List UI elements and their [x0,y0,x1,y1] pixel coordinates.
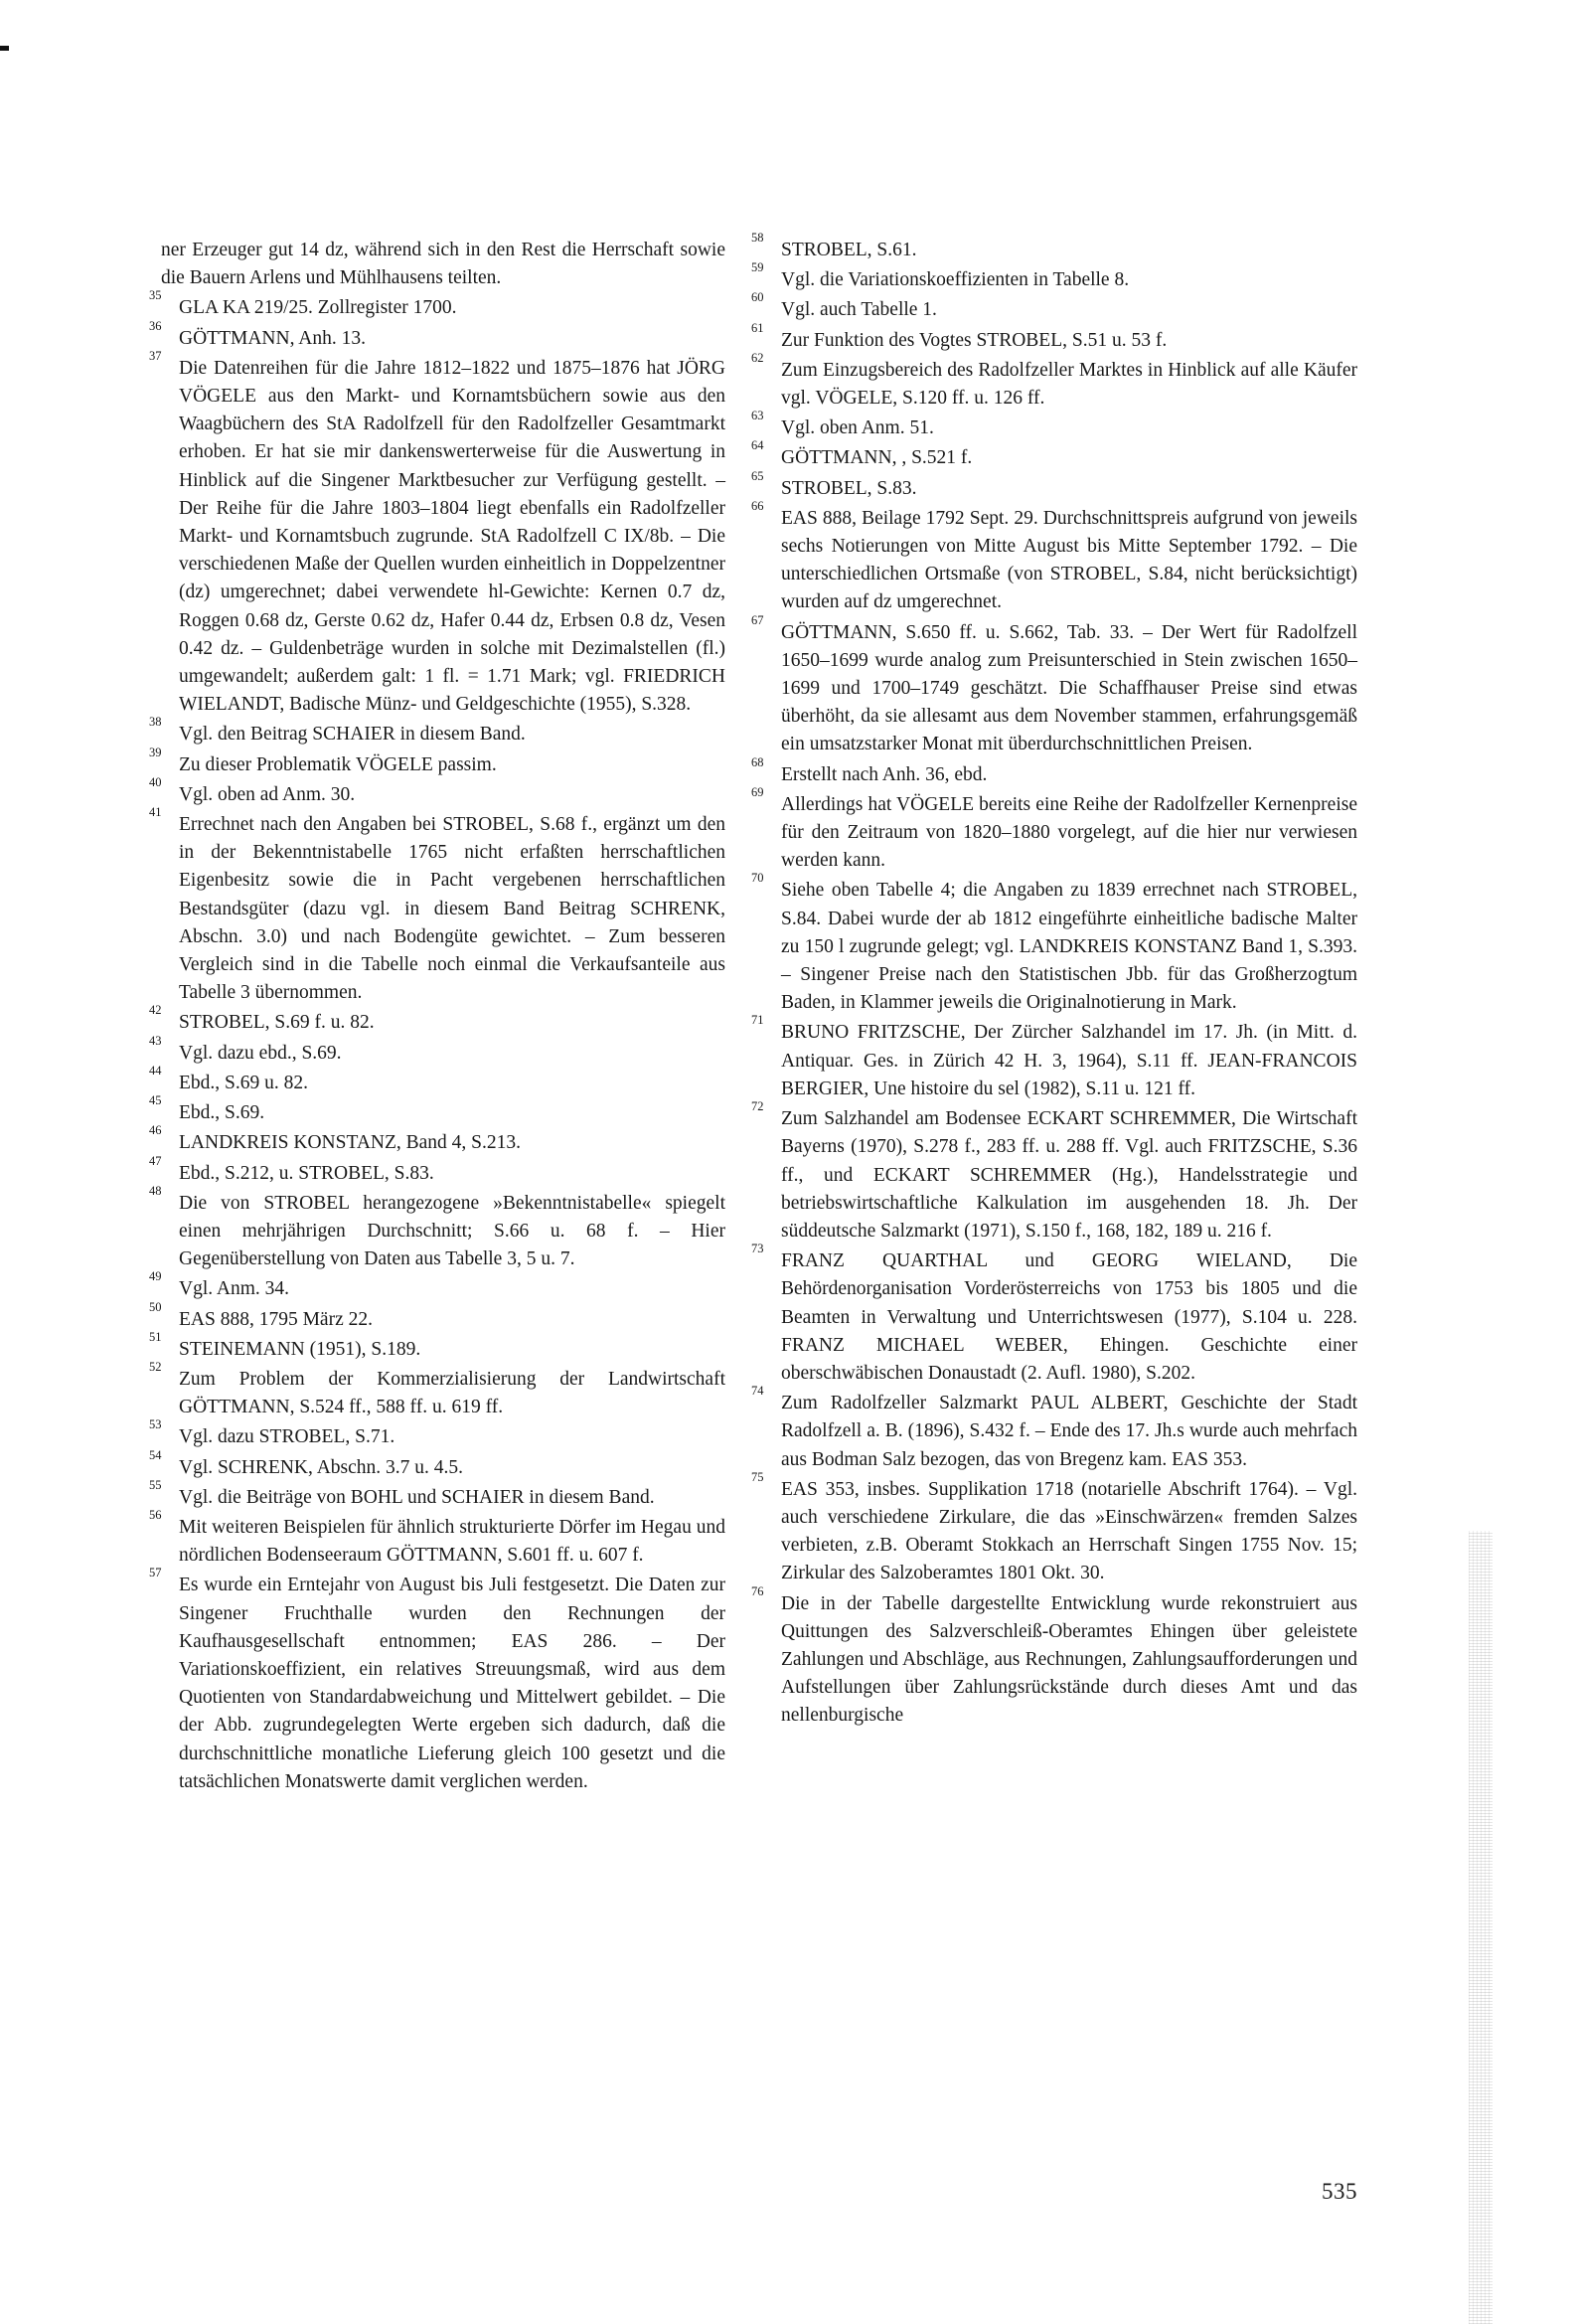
footnote-text: Vgl. SCHRENK, Abschn. 3.7 u. 4.5. [179,1456,464,1478]
footnote [751,260,1357,294]
footnote [149,1329,725,1364]
footnote [161,237,725,292]
footnote-number: 61 [751,320,764,335]
footnote-text: Die in der Tabelle dargestellte Entwicklung wurde rekonstruiert aus Quittungen des Salzverschleiß-Oberamtes Ehingen über geleistete Zahlungen und Abschläge, aus Rechnungen, Zahlungsaufforderungen und Aufstellungen über Zahlungsrückstände durch dieses Amt und das nellenburgische [781,1592,1357,1727]
footnote-number: 37 [149,348,162,363]
footnote [751,1469,1357,1588]
footnote-text: ner Erzeuger gut 14 dz, während sich in den Rest die Herrschaft sowie die Bauern Arlens und Mühlhausens teilten. [161,240,725,289]
footnote-number: 60 [751,290,764,305]
footnote-number: 48 [149,1183,162,1198]
footnote [149,1507,725,1570]
footnote-text: Vgl. oben ad Anm. 30. [179,783,356,805]
footnote-number: 65 [751,468,764,483]
footnote [751,468,1357,503]
footnote-number: 76 [751,1583,764,1598]
footnote-number: 75 [751,1469,764,1484]
footnote-text: EAS 888, Beilage 1792 Sept. 29. Durchschnittspreis aufgrund von jeweils sechs Notierungen von Mitte August bis Mitte September 1792. – Die unterschiedlichen Ortsmaße (von STROBEL, S.84, nicht berücksichtigt) wurden auf dz umgerechnet. [781,507,1357,613]
footnote-text: FRANZ QUARTHAL und GEORG WIELAND, Die Behördenorganisation Vorderösterreichs von 1753 bis 1805 und die Beamten in Verwaltung und Unterrichtswesen (1977), S.104 u. 228. FRANZ MICHAEL WEBER, Ehingen. Geschichte einer oberschwäbischen Donaustadt (2. Aufl. 1980), S.202. [781,1250,1357,1384]
footnote-number: 41 [149,805,162,820]
footnote [149,1153,725,1188]
footnote-text: LANDKREIS KONSTANZ, Band 4, S.213. [179,1132,522,1154]
footnote [751,290,1357,324]
footnote-number: 56 [149,1507,162,1522]
footnote-text: Zur Funktion des Vogtes STROBEL, S.51 u. 53 f. [781,329,1168,351]
footnote-number: 68 [751,754,764,769]
footnote [751,409,1357,442]
footnote-number: 58 [751,231,764,245]
footnote [149,774,725,809]
footnote-number: 66 [751,498,764,513]
footnote-number: 47 [149,1153,162,1168]
scan-edge-artifact [1469,1531,1493,2324]
footnote-text: Ebd., S.69. [179,1102,265,1124]
footnote [751,438,1357,472]
footnote [149,1093,725,1127]
footnote [149,348,725,720]
footnote-number: 73 [751,1242,764,1256]
footnote-text: GÖTTMANN, , S.521 f. [781,447,973,469]
footnote-number: 62 [751,350,764,365]
footnote-number: 42 [149,1003,162,1018]
footnote [149,1447,725,1482]
footnote-number: 74 [751,1384,764,1399]
footnote-number: 63 [751,409,764,423]
footnote [751,784,1357,876]
footnote-text: Errechnet nach den Angaben bei STROBEL, S.68 f., ergänzt um den in der Bekenntnistabelle 1765 nicht erfaßten herrschaftlichen Eigenbesitz sowie die in Pacht vergebenen herrschaftlichen Bestandsgüter (dazu vgl. in diesem Band Beitrag SCHRENK, Abschn. 3.0) und nach Bodengüte gewichtet. – Zum besseren Vergleich sind in die Tabelle noch einmal die Verkaufsanteile aus Tabelle 3 übernommen. [179,814,725,1004]
footnote [751,498,1357,617]
footnote [751,1013,1357,1103]
footnote [751,231,1357,264]
crop-mark [0,46,9,51]
footnote-text: BRUNO FRITZSCHE, Der Zürcher Salzhandel im 17. Jh. (in Mitt. d. Antiquar. Ges. in Zürich 42 H. 3, 1964), S.11 ff. JEAN-FRANCOIS BERGIER, Une histoire du sel (1982), S.11 u. 121 ff. [781,1022,1357,1099]
footnote-text: Vgl. dazu STROBEL, S.71. [179,1426,395,1448]
footnote-number: 55 [149,1477,162,1492]
footnote-text: Erstellt nach Anh. 36, ebd. [781,763,988,785]
footnote [149,1063,725,1097]
footnote [149,1123,725,1157]
footnote-text: STROBEL, S.61. [781,240,917,260]
footnote-text: EAS 353, insbes. Supplikation 1718 (notarielle Abschrift 1764). – Vgl. auch verschiedene Zirkulare, die das »Einschwärzen« fremden Salzes verbieten, z.B. Oberamt Stokkach an Herrschaft Singen 1755 Nov. 15; Zirkular des Salzoberamtes 1801 Okt. 30. [781,1478,1357,1584]
footnote [149,1299,725,1334]
footnote-text: Siehe oben Tabelle 4; die Angaben zu 1839 errechnet nach STROBEL, S.84. Dabei wurde der ab 1812 eingeführte einheitliche badische Malter zu 150 l zugrunde gelegt; vgl. LANDKREIS KONSTANZ Band 1, S.393. – Singener Preise nach den Statistischen Jbb. für das Großherzogtum Baden, in Klammer jeweils die Originalnotierung in Mark. [781,880,1357,1014]
footnote-number: 36 [149,318,162,333]
footnote-number: 46 [149,1123,162,1138]
footnote-text: GÖTTMANN, S.650 ff. u. S.662, Tab. 33. – Der Wert für Radolfzell 1650–1699 wurde analog zum Preisunterschied in Stein zwischen 1650–1699 und 1700–1749 geschätzt. Die Schaffhauser Preise sind etwas überhöht, da sie allesamt aus dem November stammen, erfahrungsgemäß ein umsatzstarker Monat mit überdurchschnittlichen Preisen. [781,621,1357,755]
footnote-text: Ebd., S.212, u. STROBEL, S.83. [179,1162,434,1184]
footnote-number: 51 [149,1329,162,1344]
footnote [751,612,1357,759]
footnote-number: 59 [751,260,764,275]
footnote-number: 50 [149,1299,162,1314]
right-column [751,231,1357,1733]
footnote-number: 52 [149,1359,162,1374]
footnote-text: Vgl. die Beiträge von BOHL und SCHAIER in diesem Band. [179,1486,655,1508]
footnote [751,754,1357,789]
footnote [751,350,1357,413]
footnote-text: Zum Problem der Kommerzialisierung der Landwirtschaft GÖTTMANN, S.524 ff., 588 ff. u. 619 ff. [179,1368,725,1418]
footnote-number: 54 [149,1447,162,1462]
footnote-text: Die Datenreihen für die Jahre 1812–1822 und 1875–1876 hat JÖRG VÖGELE aus den Markt- und Kornamtsbüchern sowie aus den Waagbüchern des StA Radolfzell für den Radolfzeller Gesamtmarkt erhoben. Er hat sie mir dankenswerterweise für die Auswertung in Hinblick auf die Singener Marktbesucher zur Verfügung gestellt. – Der Reihe für die Jahre 1803–1804 liegt ebenfalls ein Radolfzeller Markt- und Kornamtsbuch zugrunde. StA Radolfzell C IX/8b. – Die verschiedenen Maße der Quellen wurden einheitlich in Doppelzentner (dz) umgerechnet; dabei verwendete hl-Gewichte: Kernen 0.7 dz, Roggen 0.68 dz, Gerste 0.62 dz, Hafer 0.44 dz, Erbsen 0.8 dz, Vesen 0.42 dz. – Guldenbeträge wurden in solche mit Dezimalstellen (fl.) umgewandelt; außerdem galt: 1 fl. = 1.71 Mark; vgl. FRIEDRICH WIELANDT, Badische Münz- und Geldgeschichte (1955), S.328. [179,357,725,716]
left-column [149,237,725,1798]
footnote-text: Es wurde ein Erntejahr von August bis Juli festgesetzt. Die Daten zur Singener Fruchthalle wurden den Rechnungen der Kaufhausgesellschaft entnommen; EAS 286. – Der Variationskoeffizient, ein relatives Streuungsmaß, wird aus dem Quotienten von Standardabweichung und Mittelwert gebildet. – Die der Abb. zugrundegelegten Werte ergeben sich dadurch, daß die durchschnittliche monatliche Lieferung gleich 100 gesetzt und die tatsächlichen Monatswerte damit verglichen werden. [179,1575,725,1792]
footnote [751,871,1357,1017]
footnote-number: 64 [751,438,764,453]
footnote-number: 72 [751,1099,764,1114]
footnote [149,1359,725,1421]
footnote-number: 70 [751,871,764,886]
footnote-text: Die von STROBEL herangezogene »Bekenntnistabelle« spiegelt einen mehrjährigen Durchschnitt; S.66 u. 68 f. – Hier Gegenüberstellung von Daten aus Tabelle 3, 5 u. 7. [179,1192,725,1270]
footnote-number: 38 [149,715,162,730]
footnote [149,1033,725,1068]
footnote-text: GÖTTMANN, Anh. 13. [179,327,366,349]
footnote-text: Mit weiteren Beispielen für ähnlich strukturierte Dörfer im Hegau und nördlichen Bodenseeraum GÖTTMANN, S.601 ff. u. 607 f. [179,1516,725,1567]
footnote-number: 67 [751,612,764,627]
footnote-text: Vgl. dazu ebd., S.69. [179,1042,342,1064]
footnote [149,1477,725,1512]
footnote-text: Zum Salzhandel am Bodensee ECKART SCHREMMER, Die Wirtschaft Bayerns (1970), S.278 f., 283 ff. u. 288 ff. Vgl. auch FRITZSCHE, S.36 ff., und ECKART SCHREMMER (Hg.), Handelsstrategie und betriebswirtschaftliche Kalkulation im ausgehenden 18. Jh. Der süddeutsche Salzmarkt (1971), S.150 f., 168, 182, 189 u. 216 f. [781,1108,1357,1242]
footnote-text: Vgl. auch Tabelle 1. [781,299,937,321]
footnote-text: Zum Radolfzeller Salzmarkt PAUL ALBERT, Geschichte der Stadt Radolfzell a. B. (1896), S.432 f. – Ende des 17. Jh.s wurde auch mehrfach aus Bodman Salz bezogen, das von Bregenz kam. EAS 353. [781,1393,1357,1470]
footnote-text: Vgl. oben Anm. 51. [781,417,934,439]
footnote [149,288,725,322]
footnote-text: Zu dieser Problematik VÖGELE passim. [179,753,497,775]
footnote-text: EAS 888, 1795 März 22. [179,1308,373,1330]
footnote-text: GLA KA 219/25. Zollregister 1700. [179,297,457,319]
footnote [751,320,1357,355]
footnote [149,745,725,779]
footnote [149,1183,725,1274]
footnote-text: STROBEL, S.69 f. u. 82. [179,1012,375,1034]
footnote [751,1099,1357,1245]
footnote [149,318,725,353]
footnote-number: 39 [149,745,162,759]
footnote-number: 69 [751,784,764,799]
footnote-number: 71 [751,1013,764,1028]
footnote-number: 44 [149,1063,162,1078]
footnote-number: 53 [149,1417,162,1432]
footnote-text: STROBEL, S.83. [781,477,917,499]
footnote [149,1417,725,1451]
footnote-number: 35 [149,288,162,303]
page-number: 535 [1322,2179,1357,2204]
footnote [149,715,725,748]
footnote [751,1384,1357,1474]
footnote-text: STEINEMANN (1951), S.189. [179,1338,421,1360]
footnote [149,1269,725,1303]
footnote [751,1242,1357,1388]
footnote-text: Vgl. die Variationskoeffizienten in Tabelle 8. [781,269,1130,291]
footnote-number: 45 [149,1093,162,1108]
footnote-text: Allerdings hat VÖGELE bereits eine Reihe der Radolfzeller Kernenpreise für den Zeitraum von 1820–1880 vorgelegt, auf die hier nur verwiesen werden kann. [781,793,1357,872]
footnote-number: 43 [149,1033,162,1048]
footnote-number: 57 [149,1566,162,1580]
footnote-text: Vgl. den Beitrag SCHAIER in diesem Band. [179,724,526,746]
footnote-text: Vgl. Anm. 34. [179,1278,290,1300]
footnote [149,805,725,1007]
footnote-text: Ebd., S.69 u. 82. [179,1072,309,1093]
footnote-number: 49 [149,1269,162,1284]
footnote-text: Zum Einzugsbereich des Radolfzeller Marktes in Hinblick auf alle Käufer vgl. VÖGELE, S.120 ff. u. 126 ff. [781,359,1357,410]
footnote [149,1566,725,1796]
footnote [751,1583,1357,1731]
footnote-number: 40 [149,774,162,789]
footnote [149,1003,725,1037]
